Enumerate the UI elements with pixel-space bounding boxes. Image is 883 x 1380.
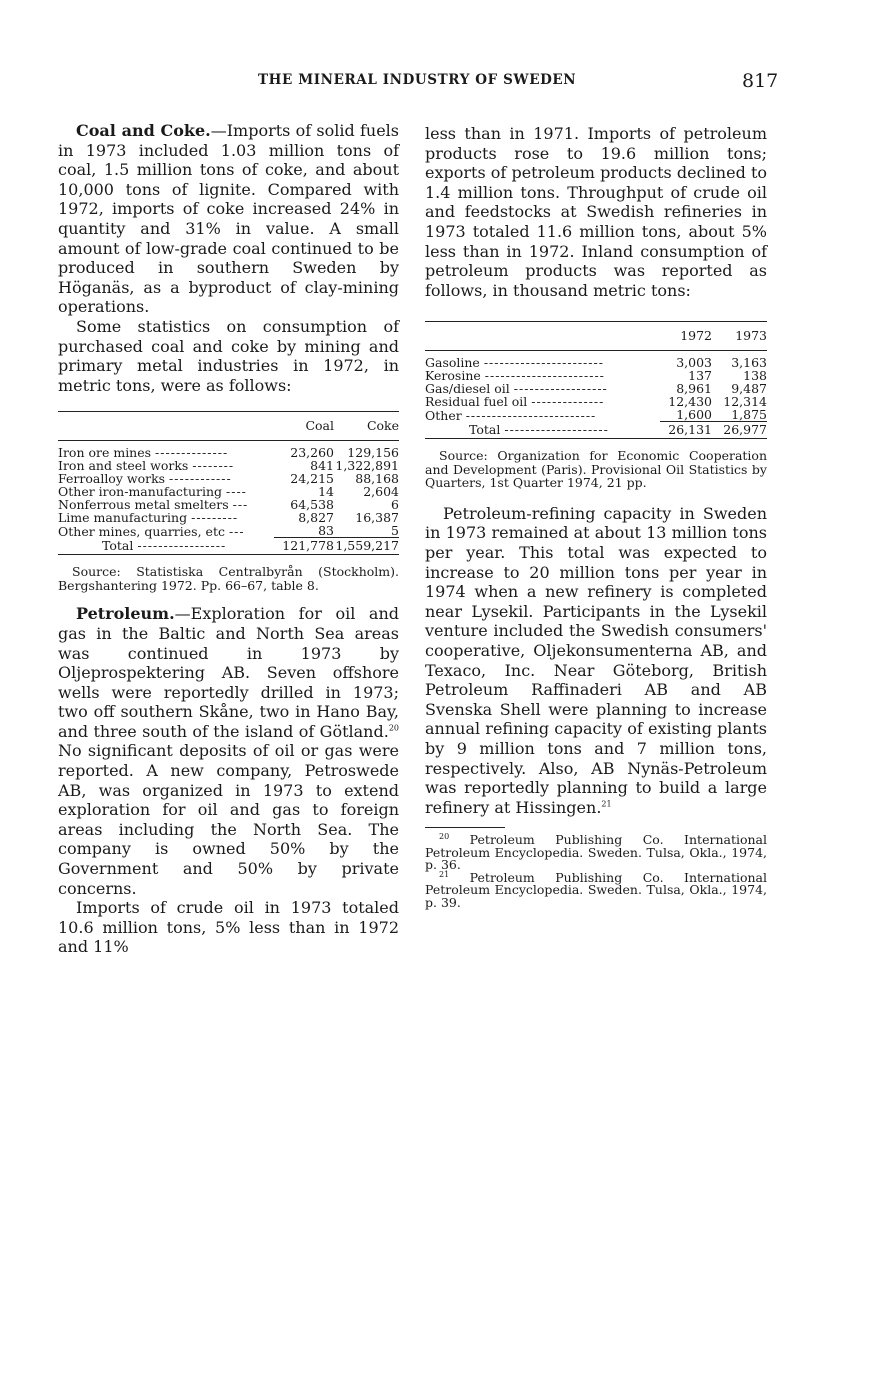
coal-value: 24,215 [290, 471, 334, 487]
value-1973: 1,875 [712, 408, 767, 422]
table-header-coke: Coke [334, 412, 399, 441]
coke-value: 1,322,891 [335, 458, 399, 474]
value-1972: 137 [688, 368, 712, 384]
row-label: Gas/diesel oil [425, 381, 510, 397]
dot-leader: -------- [192, 458, 235, 474]
total-label: Total [102, 538, 134, 554]
table-bottom-rule [425, 439, 767, 440]
coal-value: 841 [310, 458, 334, 474]
table-total-row [58, 538, 399, 555]
petroleum-table-source: Source: Organization for Economic Cooperation and Development (Paris). Provisional Oil Statistics by Quarters, 1st Quarter 1974, 21 pp. [425, 448, 767, 491]
dot-leader: -------------- [531, 394, 605, 410]
spacer [425, 300, 767, 321]
coal-coke-heading: Coal and Coke. [76, 121, 211, 140]
dot-leader: --- [228, 523, 245, 539]
table-row [425, 395, 767, 408]
page-number: 817 [742, 70, 779, 92]
total-1973: 26,977 [723, 422, 767, 438]
table-header-row [58, 412, 399, 441]
value-1973: 138 [743, 368, 767, 384]
dot-leader: ----------------- [137, 538, 227, 554]
coal-coke-table [58, 411, 399, 555]
row-label: Other iron-manufacturing [58, 484, 223, 500]
footnote-mark: 21 [439, 869, 450, 879]
dot-leader: ------------ [169, 471, 232, 487]
coke-total: 1,559,217 [335, 538, 399, 554]
row-label: Residual fuel oil [425, 394, 528, 410]
value-1972: 8,961 [676, 381, 712, 397]
total-1972: 26,131 [668, 422, 712, 438]
value-1973: 3,163 [731, 355, 767, 371]
value-1972: 3,003 [676, 355, 712, 371]
left-column [58, 121, 399, 957]
continued-paragraph: less than in 1971. Imports of petroleum products rose to 19.6 million tons; exports of petroleum products declined to 1.4 million tons. Throughput of crude oil and feedstocks at Swedish refineries in 1973 totaled 11.6 million tons, about 5% less than in 1972. Inland consumption of petroleum products was reported as follows, in thousand metric tons: [425, 124, 767, 300]
row-label: Nonferrous metal smelters [58, 497, 229, 513]
row-label: Ferroalloy works [58, 471, 166, 487]
footnote-text: Petroleum Publishing Co. International Petroleum Encyclopedia. Sweden. Tulsa, Okla., 1974, p. 36. [425, 832, 767, 873]
footnote-text: Petroleum Publishing Co. International Petroleum Encyclopedia. Sweden. Tulsa, Okla., 1974, p. 39. [425, 869, 767, 910]
right-column [425, 124, 767, 909]
crude-imports-paragraph: Imports of crude oil in 1973 totaled 10.6 million tons, 5% less than in 1972 and 11% [58, 898, 399, 957]
table-header-1973: 1973 [712, 322, 767, 351]
coal-table-source: Source: Statistiska Centralbyrån (Stockholm). Bergshantering 1972. Pp. 66–67, table 8. [58, 564, 399, 593]
row-label: Iron and steel works [58, 458, 189, 474]
table-row [425, 351, 767, 370]
value-1972: 1,600 [660, 408, 712, 422]
coal-coke-text: —Imports of solid fuels in 1973 included 1.03 million tons of coal, 1.5 million tons of coke, and about 10,000 tons of lignite. Compared with 1972, imports of coke increased 24% in quantity and 31% in value. A small amount of low-grade coal continued to be produced in southern Sweden by Höganäs, as a byproduct of clay-mining operations. [58, 121, 400, 317]
table-header-blank [58, 412, 274, 441]
total-label: Total [469, 422, 501, 438]
footnote-mark: 20 [439, 832, 450, 842]
table-row [58, 441, 399, 460]
row-label: Kerosine [425, 368, 481, 384]
coal-value: 23,260 [290, 445, 334, 461]
dot-leader: --- [232, 497, 249, 513]
petroleum-consumption-table [425, 321, 767, 439]
footnote-rule [425, 827, 505, 828]
dot-leader: -------------- [155, 445, 229, 461]
dot-leader: ------------------------- [465, 407, 597, 423]
table-header-row [425, 322, 767, 351]
footnote-ref-20: 20 [388, 723, 399, 733]
value-1973: 12,314 [723, 394, 767, 410]
coal-value: 14 [318, 484, 334, 500]
refining-paragraph [425, 504, 767, 818]
table-total-row [425, 422, 767, 439]
row-label: Other mines, quarries, etc [58, 523, 225, 539]
petroleum-heading: Petroleum. [76, 604, 175, 624]
dot-leader: --------- [191, 510, 239, 526]
coal-value: 64,538 [290, 497, 334, 513]
footnote-20 [425, 834, 767, 872]
dot-leader: -------------------- [504, 422, 609, 438]
coke-value: 5 [334, 524, 399, 538]
coke-value: 88,168 [355, 471, 399, 487]
value-1973: 9,487 [731, 381, 767, 397]
footnote-ref-21: 21 [601, 799, 612, 809]
stats-intro-paragraph: Some statistics on consumption of purchased coal and coke by mining and primary metal industries in 1972, in metric tons, were as follows: [58, 316, 399, 395]
table-header-1972: 1972 [660, 322, 712, 351]
coal-value: 8,827 [298, 510, 334, 526]
coke-value: 129,156 [347, 445, 399, 461]
coal-total: 121,778 [282, 538, 334, 554]
row-label: Gasoline [425, 355, 480, 371]
coke-value: 2,604 [363, 484, 399, 500]
dot-leader: ---- [226, 484, 247, 500]
table-header-coal: Coal [274, 412, 334, 441]
dot-leader: ----------------------- [483, 355, 604, 371]
petroleum-text-b: No significant deposits of oil or gas were reported. A new company, Petroswede AB, was organized in 1973 to extend exploration for oil and gas to foreign areas including the North Sea. The company is owned 50% by the Government and 50% by private concerns. [58, 741, 399, 898]
row-label: Lime manufacturing [58, 510, 188, 526]
coal-value: 83 [274, 524, 334, 538]
table-header-blank [425, 322, 660, 351]
footnote-21 [425, 869, 767, 910]
spacer [58, 592, 399, 604]
table-row [58, 524, 399, 538]
spacer [425, 490, 767, 504]
table-row [58, 511, 399, 524]
running-header-title: THE MINERAL INDUSTRY OF SWEDEN [258, 72, 577, 88]
table-row [425, 408, 767, 422]
coal-coke-paragraph [58, 121, 399, 317]
coke-value: 16,387 [355, 510, 399, 526]
refining-text: Petroleum-refining capacity in Sweden in 1973 remained at about 13 million tons per year. This total was expected to increase to 20 million tons per year in 1974 when a new refinery is completed near Lysekil. Participants in the Lysekil venture included the Swedish consumers' cooperative, Oljekonsumenterna AB, and Texaco, Inc. Near Göteborg, British Petroleum Raffinaderi AB and AB Svenska Shell were planning to increase annual refining capacity of existing plants by 9 million tons and 7 million tons, respectively. Also, AB Nynäs-Petroleum was reportedly planning to build a large refinery at Hissingen. [425, 503, 767, 817]
spacer [58, 395, 399, 411]
row-label: Iron ore mines [58, 445, 152, 461]
dot-leader: ----------------------- [484, 368, 605, 384]
row-label: Other [425, 407, 462, 423]
table-bottom-rule [58, 555, 399, 556]
petroleum-text-a: —Exploration for oil and gas in the Baltic and North Sea areas was continued in 1973 by Oljeprospektering AB. Seven offshore wells were reportedly drilled in 1973; two off southern Skåne, two in Hano Bay, and three south of the island of Götland. [58, 604, 399, 741]
dot-leader: ------------------ [513, 381, 608, 397]
value-1972: 12,430 [668, 394, 712, 410]
coke-value: 6 [391, 497, 399, 513]
petroleum-paragraph [58, 604, 399, 898]
